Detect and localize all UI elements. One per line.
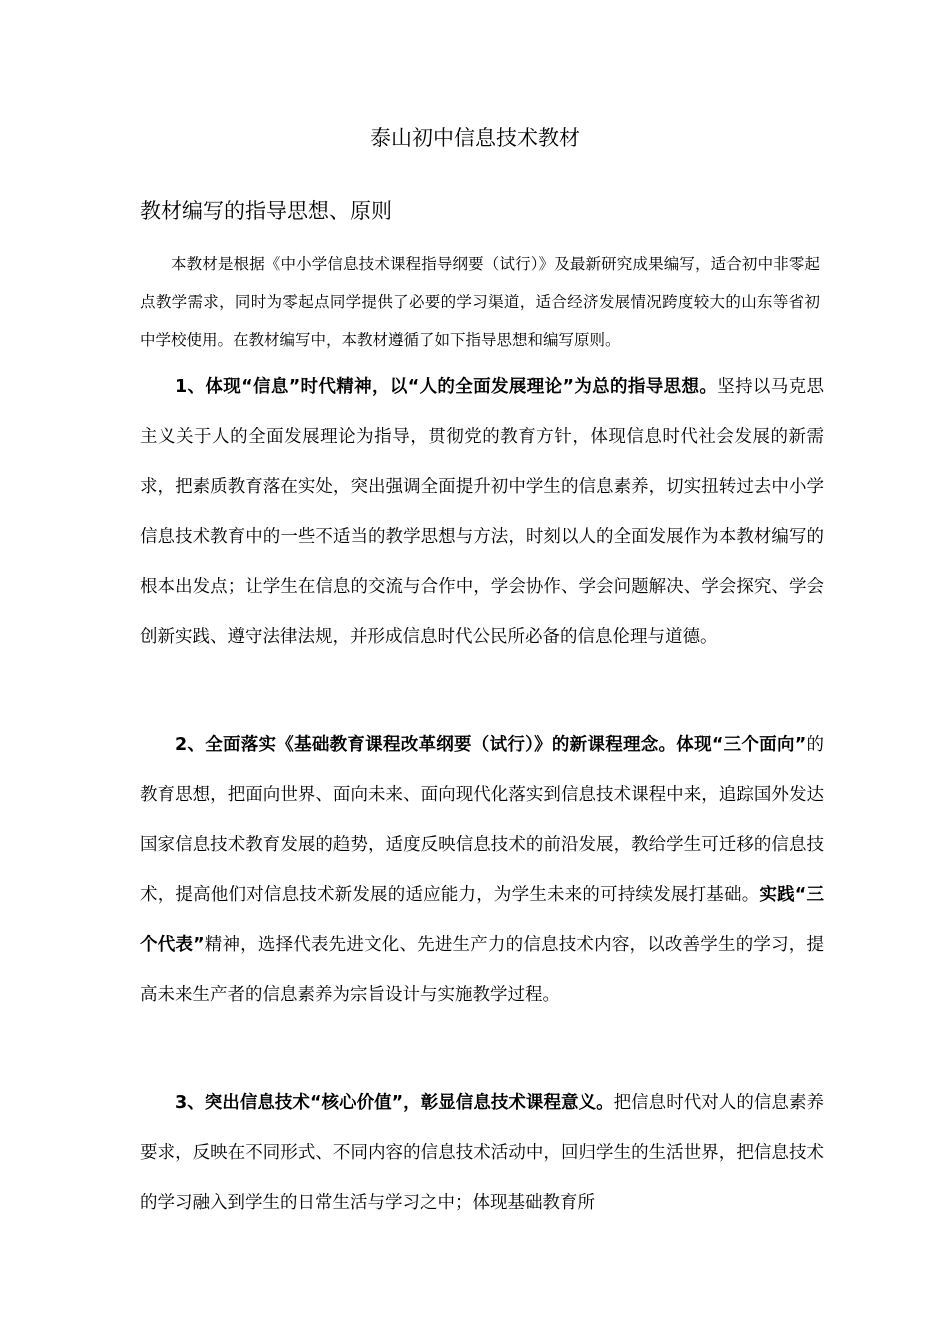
principle-1-body: 坚持以马克思主义关于人的全面发展理论为指导，贯彻党的教育方针，体现信息时代社会发展的新需求，把素质教育落在实处，突出强调全面提升初中学生的信息素养，切实扭转过去中小学信息技术教育中的一些不适当的教学思想与方法，时刻以人的全面发展作为本教材编写的根本出发点；让学生在信息的交流与合作中，学会协作、学会问题解决、学会探究、学会创新实践、遵守法律法规，并形成信息时代公民所必备的信息伦理与道德。 (140, 377, 825, 647)
principle-3-lead: 3、突出信息技术“核心价值”，彰显信息技术课程意义。 (175, 1093, 614, 1113)
section-heading: 教材编写的指导思想、原则 (140, 199, 392, 223)
principle-3-paragraph (140, 1078, 824, 1228)
principle-1-paragraph (140, 362, 824, 662)
intro-paragraph: 本教材是根据《中小学信息技术课程指导纲要（试行）》及最新研究成果编写，适合初中非零起点教学需求，同时为零起点同学提供了必要的学习渠道，适合经济发展情况跨度较大的山东等省初中学校使用。在教材编写中，本教材遵循了如下指导思想和编写原则。 (140, 255, 820, 349)
principle-2-body-end: 精神，选择代表先进文化、先进生产力的信息技术内容，以改善学生的学习，提高未来生产者的信息素养为宗旨设计与实施教学过程。 (140, 935, 824, 1005)
principle-2-paragraph (140, 720, 824, 1020)
principle-3-body: 把信息时代对人的信息素养要求，反映在不同形式、不同内容的信息技术活动中，回归学生的生活世界，把信息技术的学习融入到学生的日常生活与学习之中；体现基础教育所 (140, 1093, 824, 1213)
principle-2-lead: 2、全面落实《基础教育课程改革纲要（试行）》的新课程理念。体现“三个面向” (175, 735, 807, 755)
document-title: 泰山初中信息技术教材 (370, 126, 580, 150)
principle-2-body: 的教育思想，把面向世界、面向未来、面向现代化落实到信息技术课程中来，追踪国外发达国家信息技术教育发展的趋势，适度反映信息技术的前沿发展，教给学生可迁移的信息技术，提高他们对信息技术新发展的适应能力，为学生未来的可持续发展打基础。 (140, 735, 824, 905)
principle-1-lead: 1、体现“信息”时代精神，以“人的全面发展理论”为总的指导思想。 (175, 377, 718, 397)
principle-2-mid-emphasis: 实践“三个代表” (140, 885, 824, 955)
